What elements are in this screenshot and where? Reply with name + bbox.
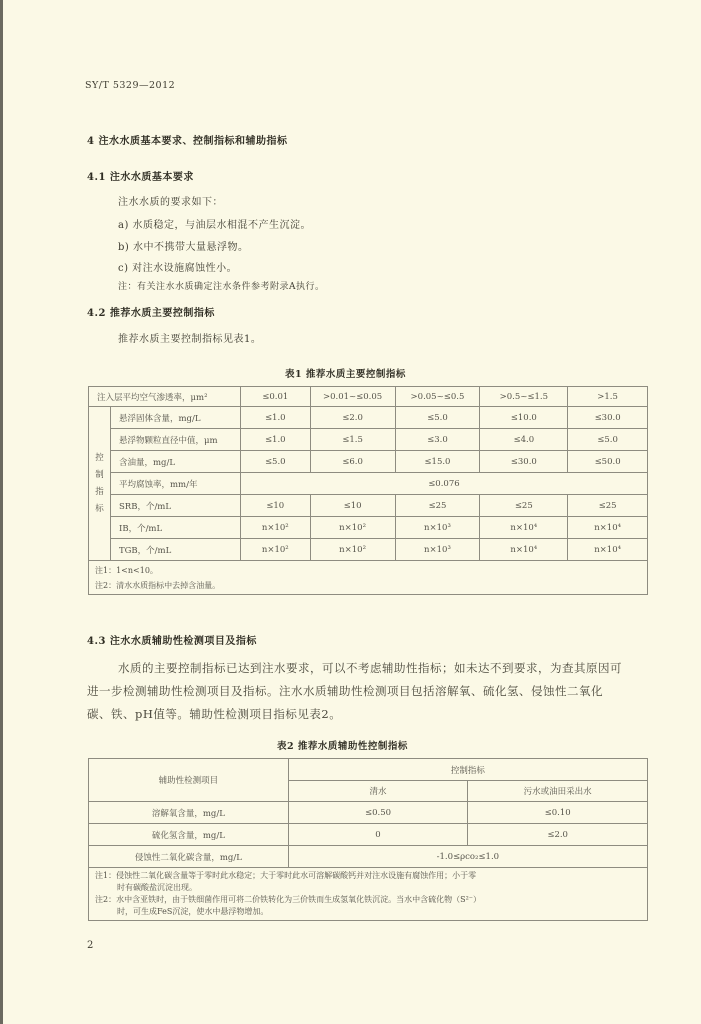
table1-cell: ≤10 [240,495,310,517]
table1-cell: ≤1.5 [310,429,395,451]
table2-notes-row [89,868,648,921]
table1-header-cell: 注入层平均空气渗透率，μm² [89,387,241,407]
s41-item-b: b) 水中不携带大量悬浮物。 [118,242,249,253]
table1-cell: n×10³ [395,539,480,561]
table-row [89,802,648,824]
table2-cell: ≤0.50 [288,802,468,824]
table1-cell: ≤3.0 [395,429,480,451]
table1-cell: 悬浮固体含量，mg/L [110,407,240,429]
table2-cell: 溶解氧含量，mg/L [89,802,289,824]
table1-cell: 悬浮物颗粒直径中值，μm [110,429,240,451]
table1-cell: ≤10 [310,495,395,517]
table-2 [88,758,648,921]
table1-caption: 表1 推荐水质主要控制指标 [285,369,406,380]
table1-cell: TGB，个/mL [110,539,240,561]
table1-cell: SRB，个/mL [110,495,240,517]
table1-cell: ≤5.0 [568,429,648,451]
table2-cell: 0 [288,824,468,846]
table2-note: 时，可生成FeS沉淀，使水中悬浮物增加。 [117,907,269,916]
table-row [89,407,648,429]
table1-header-row [89,387,648,407]
table2-note: 注1：侵蚀性二氧化碳含量等于零时此水稳定；大于零时此水可溶解碳酸钙并对注水设施有腐蚀作用；小于零 [95,871,477,880]
table2-header-cell: 清水 [288,781,468,802]
table-row [89,846,648,868]
table1-cell: ≤30.0 [568,407,648,429]
table2-note: 时有碳酸盐沉淀出现。 [117,883,197,892]
table1-side-label: 控制指标 [89,407,111,561]
table1-cell: ≤2.0 [310,407,395,429]
table2-cell: -1.0≤ρco₂≤1.0 [288,846,647,868]
table1-cell: n×10² [310,517,395,539]
table1-cell: ≤25 [480,495,568,517]
table1-cell: ≤5.0 [240,451,310,473]
table1-header-cell: ≤0.01 [240,387,310,407]
document-page [3,0,701,1024]
table1-header-cell: >0.01~≤0.05 [310,387,395,407]
table2-header-cell: 污水或油田采出水 [468,781,648,802]
table-row [89,539,648,561]
table2-note: 注2：水中含亚铁时，由于铁细菌作用可将二价铁转化为三价铁而生成氢氧化铁沉淀。当水中含硫化物（S²⁻） [95,895,481,904]
table2-header-cell: 辅助性检测项目 [89,759,289,802]
table1-cell: ≤0.076 [240,473,647,495]
table1-cell: ≤50.0 [568,451,648,473]
s42-intro: 推荐水质主要控制指标见表1。 [118,334,262,345]
table-1 [88,386,648,595]
s41-item-c: c) 对注水设施腐蚀性小。 [118,263,238,274]
table-row [89,429,648,451]
table2-caption: 表2 推荐水质辅助性控制指标 [277,741,408,752]
table2-cell: 硫化氢含量，mg/L [89,824,289,846]
table1-cell: n×10⁴ [480,517,568,539]
table1-cell: ≤25 [568,495,648,517]
table1-cell: ≤6.0 [310,451,395,473]
table1-cell: n×10² [240,517,310,539]
table2-notes [89,868,648,921]
table1-cell: n×10⁴ [568,539,648,561]
table1-notes [89,561,648,595]
table1-cell: ≤5.0 [395,407,480,429]
s41-item-a: a) 水质稳定，与油层水相混不产生沉淀。 [118,220,312,231]
table1-header-cell: >1.5 [568,387,648,407]
table1-cell: ≤1.0 [240,429,310,451]
table1-cell: ≤1.0 [240,407,310,429]
table1-cell: ≤4.0 [480,429,568,451]
table1-notes-row [89,561,648,595]
table1-header-cell: >0.5~≤1.5 [480,387,568,407]
s43-line-1: 水质的主要控制指标已达到注水要求，可以不考虑辅助性指标；如未达不到要求，为查其原因可 [118,661,622,675]
table-row [89,451,648,473]
table2-cell: ≤2.0 [468,824,648,846]
section-4-heading: 4 注水水质基本要求、控制指标和辅助指标 [87,136,288,147]
table2-header-row [89,759,648,781]
s43-line-2: 进一步检测辅助性检测项目及指标。注水水质辅助性检测项目包括溶解氧、硫化氢、侵蚀性二氧化 [87,684,603,698]
s41-intro: 注水水质的要求如下： [118,197,223,208]
table1-cell: 平均腐蚀率，mm/年 [110,473,240,495]
page-number: 2 [87,940,94,951]
table1-header-cell: >0.05~≤0.5 [395,387,480,407]
section-4-3-heading: 4.3 注水水质辅助性检测项目及指标 [87,636,257,647]
table-row [89,517,648,539]
table2-cell: 侵蚀性二氧化碳含量，mg/L [89,846,289,868]
section-4-2-heading: 4.2 推荐水质主要控制指标 [87,308,215,319]
s41-note: 注：有关注水水质确定注水条件参考附录A执行。 [118,282,325,292]
table-row [89,824,648,846]
table1-cell: 含油量，mg/L [110,451,240,473]
table1-note: 注1：1<n<10。 [95,565,158,575]
table2-header-cell: 控制指标 [288,759,647,781]
table1-cell: ≤30.0 [480,451,568,473]
table-row [89,473,648,495]
table1-cell: n×10² [310,539,395,561]
table2-cell: ≤0.10 [468,802,648,824]
table1-cell: ≤10.0 [480,407,568,429]
table1-cell: ≤25 [395,495,480,517]
table1-cell: ≤15.0 [395,451,480,473]
table1-cell: n×10² [240,539,310,561]
section-4-1-heading: 4.1 注水水质基本要求 [87,172,194,183]
s43-line-3: 碳、铁、pH值等。辅助性检测项目指标见表2。 [87,707,342,721]
table-row [89,495,648,517]
table1-note: 注2：清水水质指标中去掉含油量。 [95,580,221,590]
table1-cell: n×10³ [395,517,480,539]
table1-cell: n×10⁴ [480,539,568,561]
table1-cell: n×10⁴ [568,517,648,539]
table1-cell: IB，个/mL [110,517,240,539]
page-header: SY/T 5329—2012 [85,80,176,91]
